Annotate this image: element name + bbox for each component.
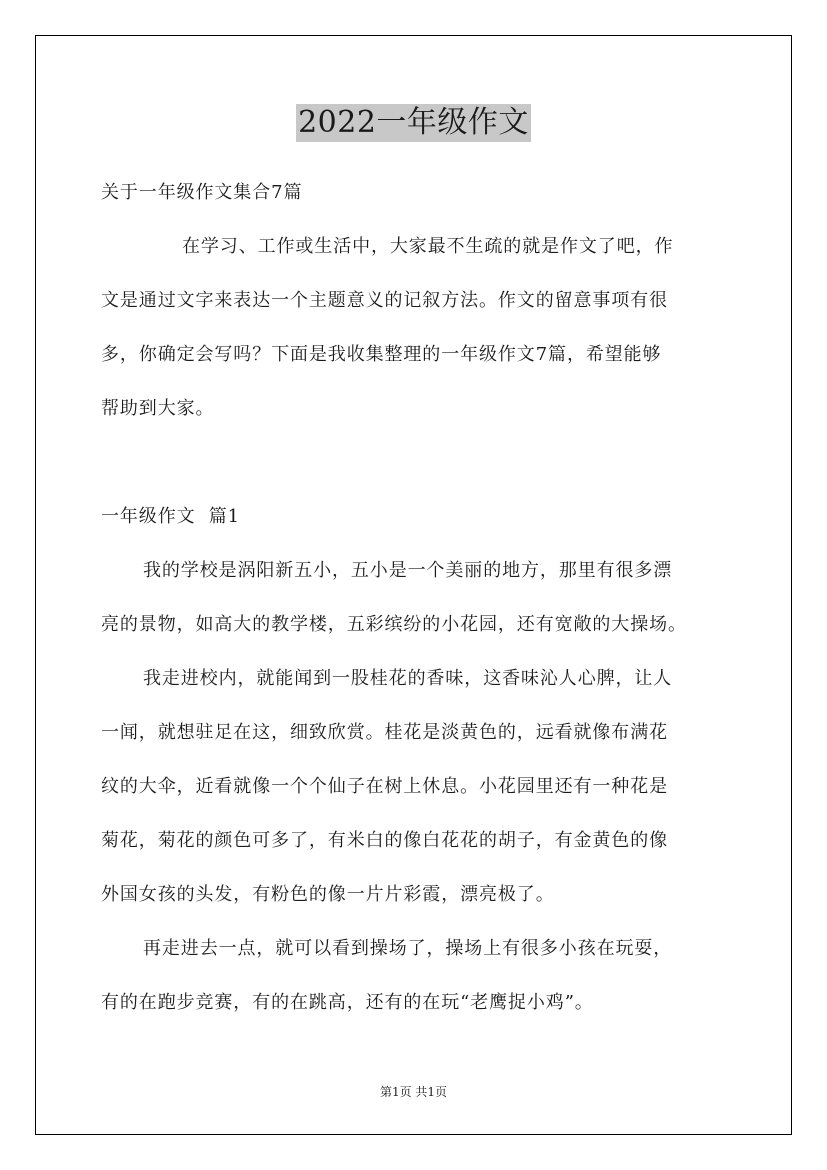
body-line: 外国女孩的头发，有粉色的像一片片彩霞，漂亮极了。 [101,884,555,905]
document-title: 2022一年级作文 [298,105,529,140]
body-line: 有的在跑步竞赛，有的在跳高，还有的在玩“老鹰捉小鸡”。 [101,992,594,1013]
section-heading: 一年级作文 篇1 [101,506,240,527]
intro-line: 帮助到大家。 [101,398,215,419]
intro-line: 多，你确定会写吗？下面是我收集整理的一年级作文7篇，希望能够 [101,344,662,365]
body-line: 一闻，就想驻足在这，细致欣赏。桂花是淡黄色的，远看就像布满花 [101,722,668,743]
body-line: 我走进校内，就能闻到一股桂花的香味，这香味沁人心脾，让人 [143,668,673,689]
body-line: 我的学校是涡阳新五小，五小是一个美丽的地方，那里有很多漂 [143,560,673,581]
intro-line: 在学习、工作或生活中，大家最不生疏的就是作文了吧，作 [182,236,674,257]
page-footer: 第1页 共1页 [379,1085,448,1099]
body-line: 亮的景物，如高大的教学楼，五彩缤纷的小花园，还有宽敞的大操场。 [101,614,687,635]
body-line: 菊花，菊花的颜色可多了，有米白的像白花花的胡子，有金黄色的像 [101,830,668,851]
document-subtitle: 关于一年级作文集合7篇 [101,182,303,203]
body-line: 再走进去一点，就可以看到操场了，操场上有很多小孩在玩耍， [143,938,673,959]
intro-line: 文是通过文字来表达一个主题意义的记叙方法。作文的留意事项有很 [101,290,668,311]
body-line: 纹的大伞，近看就像一个个仙子在树上休息。小花园里还有一种花是 [101,776,668,797]
document-title-wrapper [0,104,827,144]
